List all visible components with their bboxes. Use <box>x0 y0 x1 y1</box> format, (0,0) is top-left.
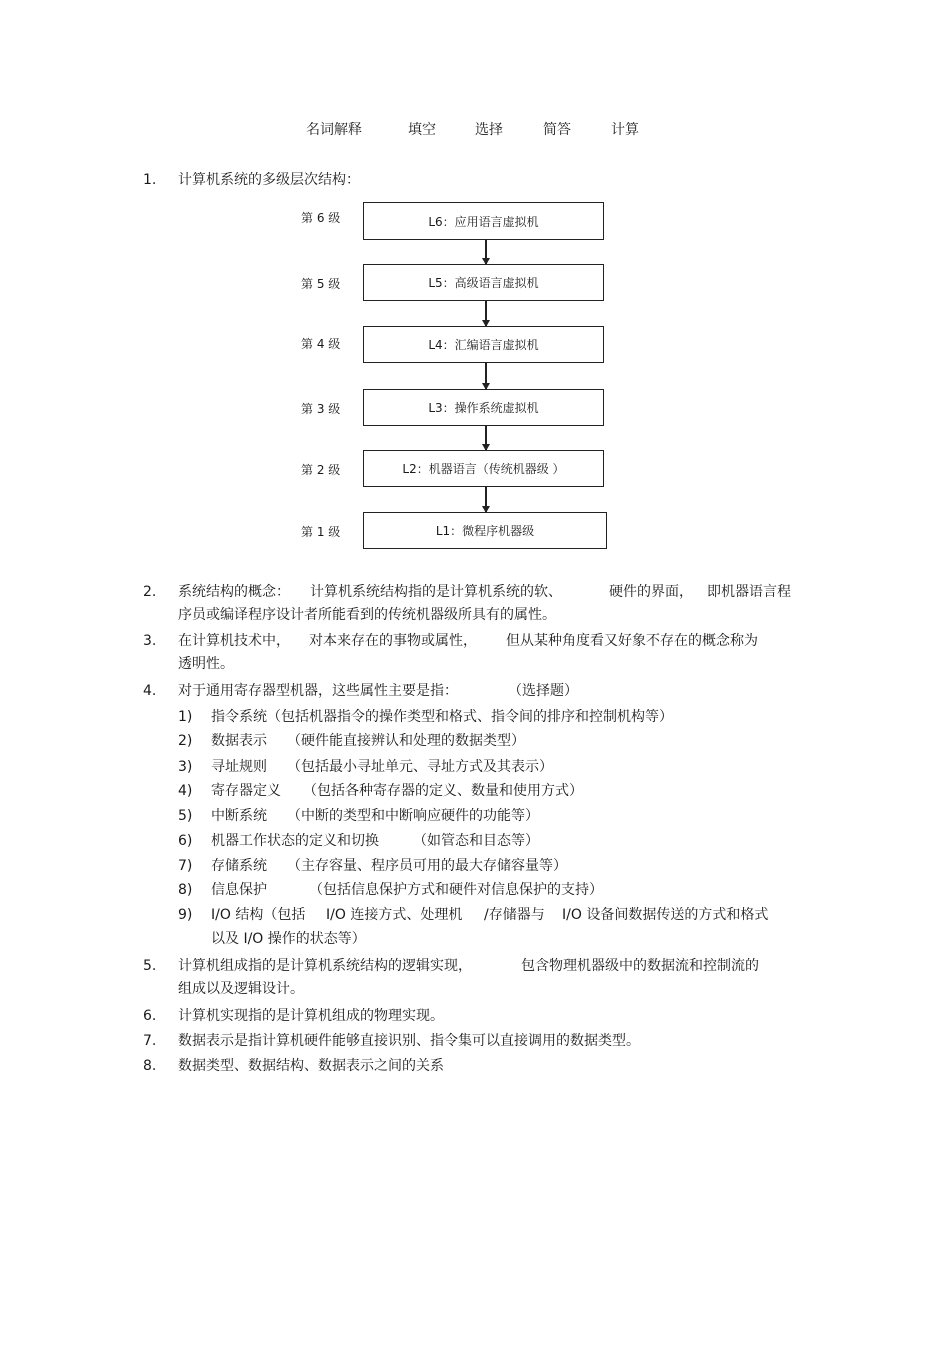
sub-item-text: I/O 结构（包括 <box>211 907 306 923</box>
sub-item-number: 5) <box>178 808 193 824</box>
sub-item-text: （主存容量、程序员可用的最大存储容量等） <box>287 858 567 874</box>
down-arrow-icon <box>485 426 487 450</box>
sub-item-text: （包括各种寄存器的定义、数量和使用方式） <box>303 783 583 799</box>
level-label: 第 1 级 <box>301 525 341 539</box>
item-text: 数据类型、数据结构、数据表示之间的关系 <box>178 1058 444 1074</box>
item-text: 即机器语言程 <box>707 584 791 600</box>
sub-item-number: 8) <box>178 882 193 898</box>
item-text: 包含物理机器级中的数据流和控制流的 <box>521 958 759 974</box>
item-text: 但从某种角度看又好象不存在的概念称为 <box>506 633 758 649</box>
sub-item-number: 7) <box>178 858 193 874</box>
sub-item-number: 4) <box>178 783 193 799</box>
down-arrow-icon <box>485 363 487 389</box>
sub-item-text: I/O 连接方式、处理机 <box>326 907 463 923</box>
item-text: 计算机组成指的是计算机系统结构的逻辑实现， <box>178 958 472 974</box>
item-text: 数据表示是指计算机硬件能够直接识别、指令集可以直接调用的数据类型。 <box>178 1033 640 1049</box>
sub-item-text: （硬件能直接辨认和处理的数据类型） <box>287 733 525 749</box>
item-text: 组成以及逻辑设计。 <box>178 981 304 997</box>
sub-item-text: 机器工作状态的定义和切换 <box>211 833 379 849</box>
item-text: 计算机实现指的是计算机组成的物理实现。 <box>178 1008 444 1024</box>
level-label: 第 3 级 <box>301 402 341 416</box>
item-text: 透明性。 <box>178 656 234 672</box>
item-text: 计算机系统结构指的是计算机系统的软、 <box>310 584 562 600</box>
header-choice: 选择 <box>475 122 503 138</box>
item-text: 系统结构的概念： <box>178 584 290 600</box>
level-label: 第 4 级 <box>301 337 341 351</box>
sub-item-number: 2) <box>178 733 193 749</box>
item-number: 3. <box>143 633 157 649</box>
level-label: 第 2 级 <box>301 463 341 477</box>
sub-item-text: （包括最小寻址单元、寻址方式及其表示） <box>287 759 553 775</box>
item-text: 对于通用寄存器型机器，这些属性主要是指： <box>178 683 458 699</box>
down-arrow-icon <box>485 487 487 512</box>
sub-item-number: 3) <box>178 759 193 775</box>
item-text: 对本来存在的事物或属性， <box>309 633 477 649</box>
header-term-explanation: 名词解释 <box>306 122 362 138</box>
header-short-answer: 简答 <box>543 122 571 138</box>
level-box: L5：高级语言虚拟机 <box>363 264 604 301</box>
down-arrow-icon <box>485 301 487 326</box>
item-number: 2. <box>143 584 157 600</box>
level-box: L4：汇编语言虚拟机 <box>363 326 604 363</box>
level-box: L6：应用语言虚拟机 <box>363 202 604 240</box>
sub-item-text: 指令系统（包括机器指令的操作类型和格式、指令间的排序和控制机构等） <box>211 709 673 725</box>
sub-item-text: 寻址规则 <box>211 759 267 775</box>
level-box: L2：机器语言（传统机器级 ） <box>363 450 604 487</box>
item-number: 6. <box>143 1008 157 1024</box>
item-text: 序员或编译程序设计者所能看到的传统机器级所具有的属性。 <box>178 607 556 623</box>
level-box: L3：操作系统虚拟机 <box>363 389 604 426</box>
sub-item-text: （包括信息保护方式和硬件对信息保护的支持） <box>309 882 603 898</box>
sub-item-text: （中断的类型和中断响应硬件的功能等） <box>287 808 539 824</box>
level-box: L1：微程序机器级 <box>363 512 607 549</box>
header-fill-blank: 填空 <box>408 122 436 138</box>
item-number: 1. <box>143 172 157 188</box>
sub-item-number: 1) <box>178 709 193 725</box>
sub-item-text: 寄存器定义 <box>211 783 281 799</box>
sub-item-text: /存储器与 <box>484 907 545 923</box>
item-number: 8. <box>143 1058 157 1074</box>
sub-item-text: 信息保护 <box>211 882 267 898</box>
sub-item-text: I/O 设备间数据传送的方式和格式 <box>562 907 769 923</box>
item-text: 在计算机技术中， <box>178 633 290 649</box>
sub-item-text: 数据表示 <box>211 733 267 749</box>
item-number: 7. <box>143 1033 157 1049</box>
sub-item-number: 9) <box>178 907 193 923</box>
sub-item-number: 6) <box>178 833 193 849</box>
item-number: 4. <box>143 683 157 699</box>
sub-item-text: 以及 I/O 操作的状态等） <box>211 931 366 947</box>
item-text: （选择题） <box>508 683 578 699</box>
level-label: 第 6 级 <box>301 211 341 225</box>
header-calculation: 计算 <box>611 122 639 138</box>
item-text: 计算机系统的多级层次结构： <box>178 172 360 188</box>
sub-item-text: 存储系统 <box>211 858 267 874</box>
down-arrow-icon <box>485 240 487 264</box>
item-number: 5. <box>143 958 157 974</box>
level-label: 第 5 级 <box>301 277 341 291</box>
sub-item-text: 中断系统 <box>211 808 267 824</box>
sub-item-text: （如管态和目态等） <box>413 833 539 849</box>
item-text: 硬件的界面， <box>609 584 693 600</box>
